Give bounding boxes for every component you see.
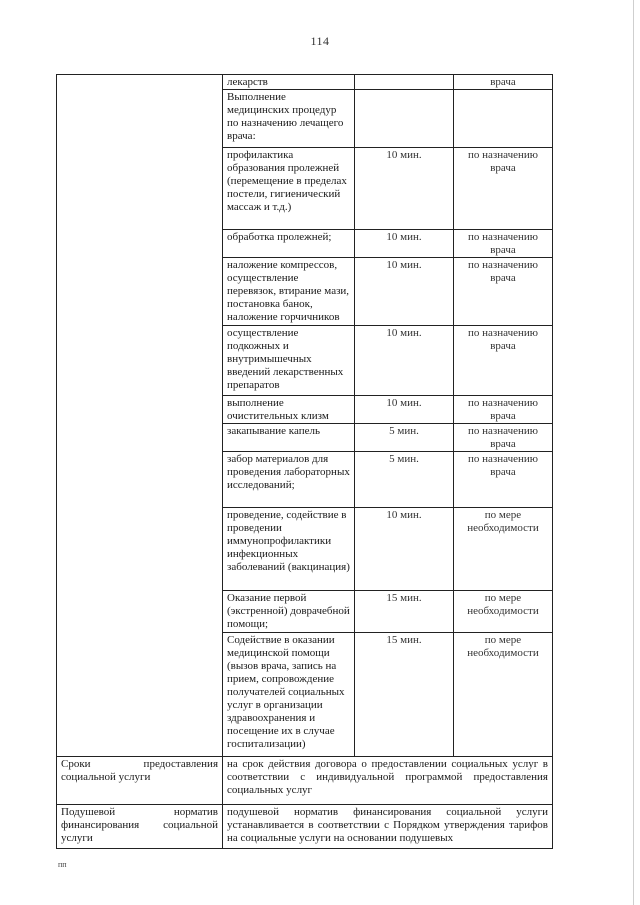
procedure-name: проведение, содействие в проведении иммунопрофилактики инфекционных заболеваний (вакцинация) (223, 508, 355, 591)
terms-label: Сроки предоставления социальной услуги (57, 757, 223, 805)
procedure-name: обработка пролежней; (223, 230, 355, 258)
procedure-time: 10 мин. (355, 230, 454, 258)
procedure-name: Содействие в оказании медицинской помощи (вызов врача, запись на прием, сопровождение получателей социальных услуг в организации здравоохранения и посещение их в случае госпитализации) (223, 633, 355, 757)
services-table (56, 74, 553, 849)
procedure-frequency: по мере необходимости (453, 508, 552, 591)
procedures-body (57, 75, 553, 849)
procedure-time: 5 мин. (355, 452, 454, 508)
procedure-time: 15 мин. (355, 633, 454, 757)
procedure-time: 10 мин. (355, 258, 454, 326)
procedure-frequency (453, 90, 552, 148)
procedure-time: 10 мин. (355, 396, 454, 424)
service-name-cell (57, 75, 223, 757)
procedure-frequency: по мере необходимости (453, 633, 552, 757)
funding-norm-label: Подушевой норматив финансирования социальной услуги (57, 805, 223, 849)
procedure-frequency: по мере необходимости (453, 591, 552, 633)
procedure-time: 10 мин. (355, 148, 454, 230)
procedure-frequency: по назначению врача (453, 424, 552, 452)
footer-mark: пп (58, 860, 67, 869)
procedure-name: забор материалов для проведения лабораторных исследований; (223, 452, 355, 508)
procedure-name: Выполнение медицинских процедур по назначению лечащего врача: (223, 90, 355, 148)
procedure-time: 10 мин. (355, 508, 454, 591)
procedure-name: осуществление подкожных и внутримышечных введений лекарственных препаратов (223, 326, 355, 396)
page-edge-line (633, 0, 634, 905)
terms-value: на срок действия договора о предоставлении социальных услуг в соответствии с индивидуальной программой предоставления социальных услуг (223, 757, 553, 805)
procedure-frequency: по назначению врача (453, 396, 552, 424)
procedure-frequency: врача (453, 75, 552, 90)
procedure-name: закапывание капель (223, 424, 355, 452)
procedure-time: 5 мин. (355, 424, 454, 452)
funding-norm-row (57, 805, 553, 849)
funding-norm-value: подушевой норматив финансирования социальной услуги устанавливается в соответствии с Порядком утверждения тарифов на социальные услуги на основании подушевых (223, 805, 553, 849)
procedure-frequency: по назначению врача (453, 230, 552, 258)
procedure-name: лекарств (223, 75, 355, 90)
procedure-time (355, 90, 454, 148)
table-row (57, 75, 553, 90)
procedure-name: выполнение очистительных клизм (223, 396, 355, 424)
procedure-frequency: по назначению врача (453, 148, 552, 230)
procedure-frequency: по назначению врача (453, 326, 552, 396)
procedure-frequency: по назначению врача (453, 452, 552, 508)
procedure-frequency: по назначению врача (453, 258, 552, 326)
procedure-time (355, 75, 454, 90)
procedure-time: 15 мин. (355, 591, 454, 633)
page-number: 114 (310, 34, 330, 48)
procedure-name: Оказание первой (экстренной) доврачебной помощи; (223, 591, 355, 633)
procedure-name: профилактика образования пролежней (перемещение в пределах постели, гигиенический массаж и т.д.) (223, 148, 355, 230)
procedure-name: наложение компрессов, осуществление перевязок, втирание мази, постановка банок, наложение горчичников (223, 258, 355, 326)
procedure-time: 10 мин. (355, 326, 454, 396)
terms-row (57, 757, 553, 805)
